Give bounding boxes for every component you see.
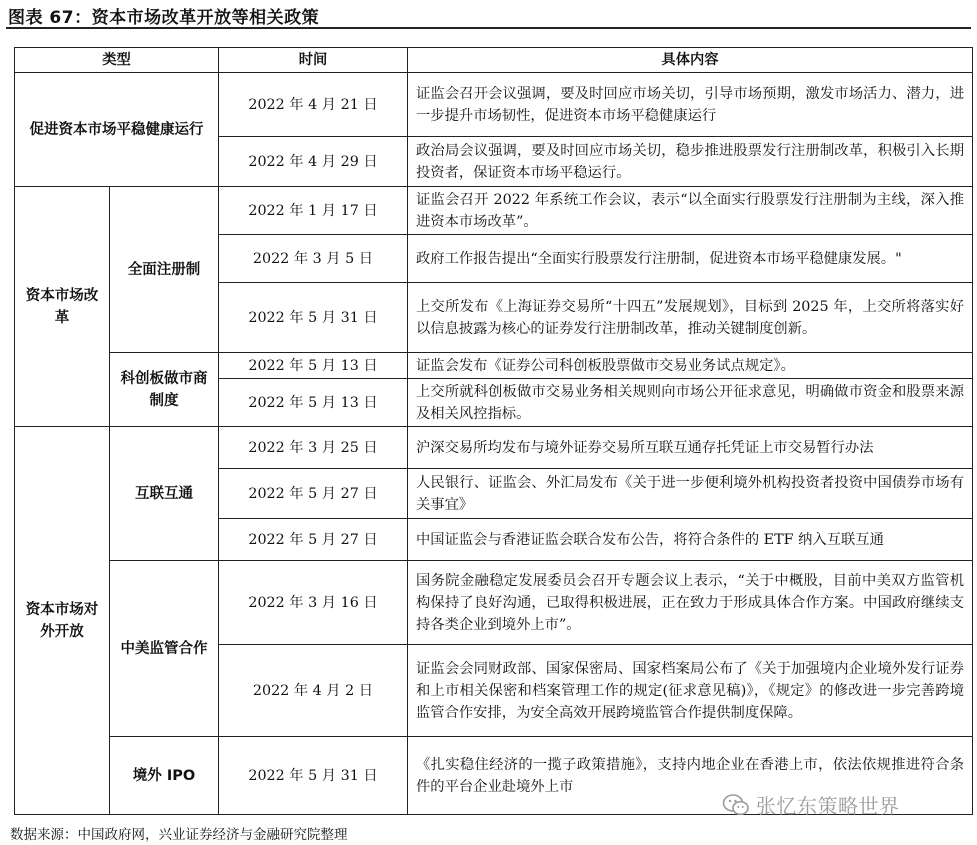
row-date: 2022 年 5 月 31 日	[219, 737, 408, 815]
table-row	[15, 561, 973, 645]
header-content: 具体内容	[408, 48, 973, 73]
figure-title: 图表 67：资本市场改革开放等相关政策	[8, 8, 320, 28]
row-content: 沪深交易所均发布与境外证券交易所互联互通存托凭证上市交易暂行办法	[408, 427, 973, 469]
row-date: 2022 年 4 月 2 日	[219, 645, 408, 737]
row-content: 证监会会同财政部、国家保密局、国家档案局公布了《关于加强境内企业境外发行证券和上市相关保密和档案管理工作的规定(征求意见稿)》，《规定》的修改进一步完善跨境监管合作安排，为安全高效开展跨境监管合作提供制度保障。	[408, 645, 973, 737]
table-row	[15, 187, 973, 235]
row-content: 上交所发布《上海证券交易所“十四五”发展规划》，目标到 2025 年，上交所将落实好以信息披露为核心的证券发行注册制改革，推动关键制度创新。	[408, 283, 973, 353]
row-date: 2022 年 5 月 31 日	[219, 283, 408, 353]
watermark-text: 张忆东策略世界	[756, 794, 900, 818]
row-content: 《扎实稳住经济的一揽子政策措施》，支持内地企业在香港上市，依法依规推进符合条件的平台企业赴境外上市	[408, 737, 973, 815]
row-date: 2022 年 5 月 13 日	[219, 379, 408, 427]
row-date: 2022 年 3 月 16 日	[219, 561, 408, 645]
row-content: 国务院金融稳定发展委员会召开专题会议上表示，“关于中概股，目前中美双方监管机构保持了良好沟通，已取得积极进展，正在致力于形成具体合作方案。中国政府继续支持各类企业到境外上市”。	[408, 561, 973, 645]
table-row	[15, 353, 973, 379]
row-date: 2022 年 4 月 29 日	[219, 137, 408, 187]
row-content: 上交所就科创板做市交易业务相关规则向市场公开征求意见，明确做市资金和股票来源及相关风控指标。	[408, 379, 973, 427]
title-rule	[6, 27, 971, 29]
category-opening-up: 资本市场对外开放	[15, 427, 110, 815]
subcategory-registration: 全面注册制	[110, 187, 219, 353]
row-date: 2022 年 5 月 27 日	[219, 469, 408, 519]
subcategory-connect: 互联互通	[110, 427, 219, 561]
source-note: 数据来源：中国政府网，兴业证券经济与金融研究院整理	[10, 827, 348, 843]
row-content: 证监会召开会议强调，要及时回应市场关切，引导市场预期，激发市场活力、潜力，进一步提升市场韧性，促进资本市场平稳健康运行	[408, 73, 973, 137]
row-content: 证监会召开 2022 年系统工作会议，表示“以全面实行股票发行注册制为主线，深入推进资本市场改革”。	[408, 187, 973, 235]
row-date: 2022 年 3 月 25 日	[219, 427, 408, 469]
wechat-icon	[722, 793, 750, 817]
row-content: 政治局会议强调，要及时回应市场关切，稳步推进股票发行注册制改革，积极引入长期投资者，保证资本市场平稳运行。	[408, 137, 973, 187]
row-date: 2022 年 1 月 17 日	[219, 187, 408, 235]
policy-table	[14, 47, 973, 815]
row-date: 2022 年 5 月 27 日	[219, 519, 408, 561]
watermark	[722, 790, 900, 819]
header-type: 类型	[15, 48, 219, 73]
row-date: 2022 年 4 月 21 日	[219, 73, 408, 137]
category-market-reform: 资本市场改革	[15, 187, 110, 427]
table-header-row	[15, 48, 973, 73]
row-content: 人民银行、证监会、外汇局发布《关于进一步便利境外机构投资者投资中国债券市场有关事宜》	[408, 469, 973, 519]
row-content: 证监会发布《证券公司科创板股票做市交易业务试点规定》。	[408, 353, 973, 379]
row-content: 政府工作报告提出“全面实行股票发行注册制，促进资本市场平稳健康发展。"	[408, 235, 973, 283]
table-row	[15, 427, 973, 469]
row-date: 2022 年 3 月 5 日	[219, 235, 408, 283]
subcategory-market-maker: 科创板做市商制度	[110, 353, 219, 427]
row-date: 2022 年 5 月 13 日	[219, 353, 408, 379]
table-row	[15, 73, 973, 137]
subcategory-overseas-ipo: 境外 IPO	[110, 737, 219, 815]
row-content: 中国证监会与香港证监会联合发布公告，将符合条件的 ETF 纳入互联互通	[408, 519, 973, 561]
subcategory-us-china-cooperation: 中美监管合作	[110, 561, 219, 737]
category-stable-operation: 促进资本市场平稳健康运行	[15, 73, 219, 187]
header-time: 时间	[219, 48, 408, 73]
